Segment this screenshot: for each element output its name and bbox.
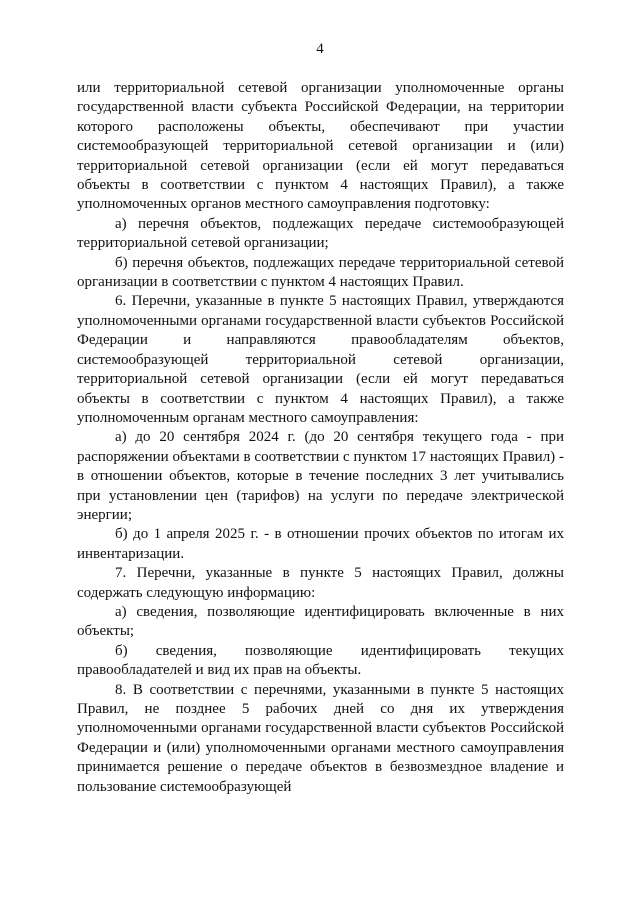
paragraph-item-6b: б) до 1 апреля 2025 г. - в отношении прочих объектов по итогам их инвентаризации. bbox=[77, 526, 564, 562]
document-body bbox=[77, 79, 564, 797]
page-number: 4 bbox=[316, 41, 324, 57]
paragraph-clause-6: 6. Перечни, указанные в пункте 5 настоящих Правил, утверждаются уполномоченными органами государственной власти субъектов Российской Федерации и направляются правообладателям объектов, системообразующей территориальной сетевой организации, территориальной сетевой организации (если ей могут передаваться объекты в соответствии с пунктом 4 настоящих Правил), а также уполномоченным органам местного самоуправления: bbox=[77, 293, 564, 426]
paragraph-item-7b: б) сведения, позволяющие идентифицировать текущих правообладателей и вид их прав на объекты. bbox=[77, 642, 564, 679]
paragraph-item-5b: б) перечня объектов, подлежащих передаче территориальной сетевой организации в соответствии с пунктом 4 настоящих Правил. bbox=[77, 254, 564, 291]
paragraph-item-5a: а) перечня объектов, подлежащих передаче системообразующей территориальной сетевой организации; bbox=[77, 215, 564, 252]
paragraph-clause-7: 7. Перечни, указанные в пункте 5 настоящих Правил, должны содержать следующую информацию: bbox=[77, 565, 564, 601]
paragraph-item-6a: а) до 20 сентября 2024 г. (до 20 сентября текущего года - при распоряжении объектами в соответствии с пунктом 17 настоящих Правил) - в отношении объектов, которые в течение последних 3 лет учитывались при установлении цен (тарифов) на услуги по передаче электрической энергии; bbox=[77, 429, 564, 523]
paragraph-clause-8: 8. В соответствии с перечнями, указанными в пункте 5 настоящих Правил, не позднее 5 рабочих дней со дня их утверждения уполномоченными органами государственной власти субъектов Российской Федерации и (или) уполномоченными органами местного самоуправления принимается решение о передаче объектов в безвозмездное владение и пользование системообразующей bbox=[77, 681, 564, 795]
paragraph-continuation: или территориальной сетевой организации уполномоченные органы государственной власти субъекта Российской Федерации, на территории которого расположены объекты, обеспечивают при участии системообразующей территориальной сетевой организации и (или) территориальной сетевой организации (если ей могут передаваться объекты в соответствии с пунктом 4 настоящих Правил), а также уполномоченных органов местного самоуправления подготовку: bbox=[77, 80, 564, 213]
paragraph-item-7a: а) сведения, позволяющие идентифицировать включенные в них объекты; bbox=[77, 603, 564, 640]
